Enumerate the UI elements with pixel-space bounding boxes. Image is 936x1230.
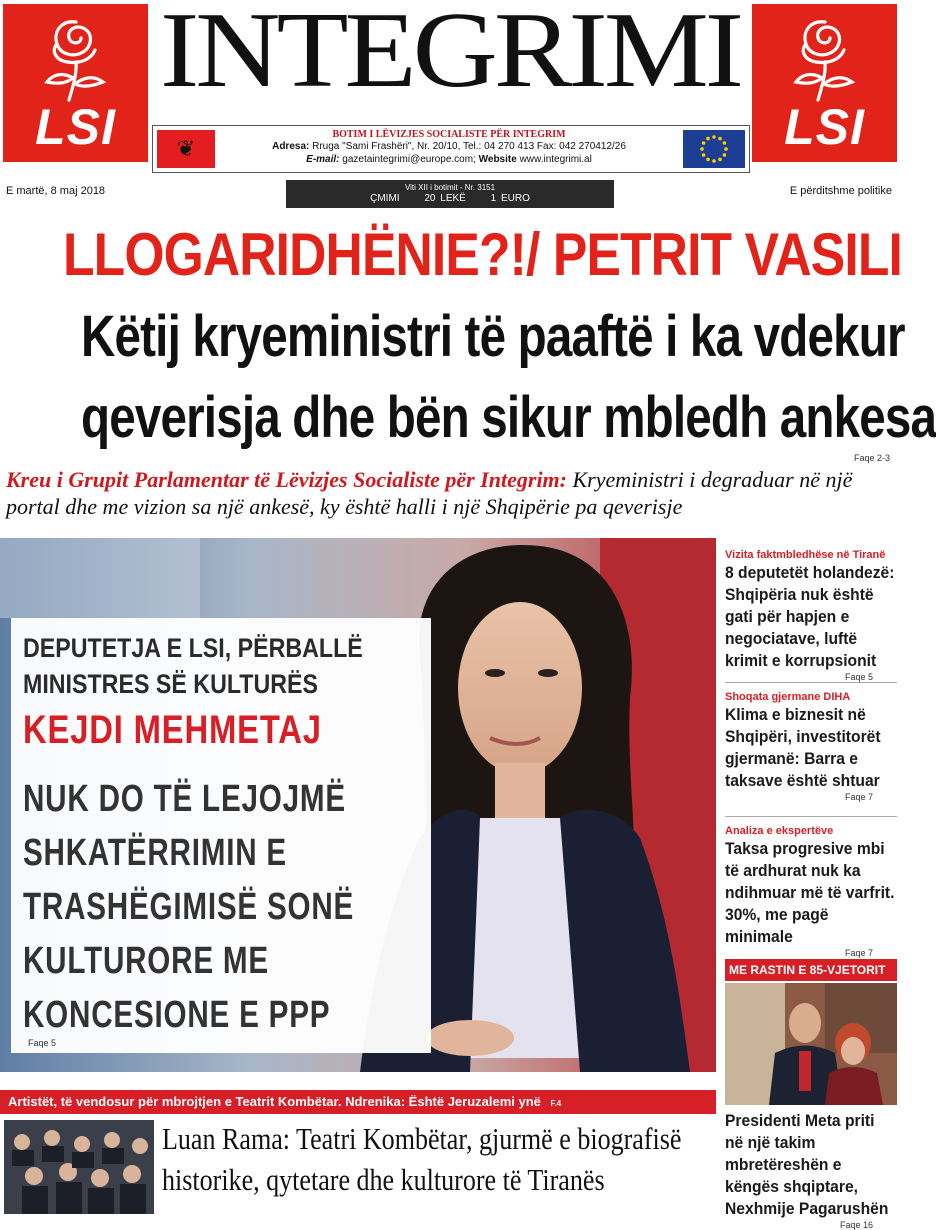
sidebar-story-text[interactable]: 8 deputetët holandezë: Shqipëria nuk është gati për hapjen e negociatave, luftë krimit e korrupsionit	[725, 563, 895, 670]
lsi-logo-right	[752, 4, 897, 162]
logo-text: LSI	[784, 99, 865, 155]
price-label: ÇMIMI	[370, 193, 400, 204]
feature-quote[interactable]: NUK DO TË LEJOJMË SHKATËRRIMIN E TRASHËGIMISË SONË KULTURORE ME KONCESIONE E PPP	[23, 778, 355, 1036]
lead-deck-source: Kreu i Grupit Parlamentar të Lëvizjes Socialiste për Integrim:	[6, 467, 567, 492]
sidebar-story-2[interactable]	[725, 690, 895, 802]
eu-flag-icon	[683, 130, 745, 168]
publication-type: E përditshme politike	[789, 185, 892, 197]
bottom-teaser-bar[interactable]	[0, 1090, 716, 1114]
lead-kicker[interactable]: LLOGARIDHËNIE?!/ PETRIT VASILI	[63, 221, 902, 288]
sidebar-story-page: Faqe 5	[844, 672, 873, 682]
feature-page-ref: Faqe 5	[28, 1038, 57, 1048]
website-label: Website	[478, 154, 517, 165]
sidebar-story-label: Shoqata gjermane DIHA	[725, 691, 851, 703]
bottom-headline-line-2: historike, qytetare dhe kulturore të Tiranës	[162, 1162, 605, 1197]
email[interactable]: gazetaintegrimi@europe.com;	[342, 154, 476, 165]
address: Rruga "Sami Frashëri", Nr. 20/10, Tel.: 04 270 413 Fax: 042 270412/26	[312, 141, 626, 152]
email-label: E-mail:	[306, 154, 340, 165]
lead-headline-line-1[interactable]: Këtij kryeministri të paaftë i ka vdekur	[81, 304, 905, 369]
theater-audience-photo[interactable]	[4, 1120, 154, 1214]
albanian-flag-icon: ❦	[157, 130, 215, 168]
lead-headline-line-2[interactable]: qeverisja dhe bën sikur mbledh ankesa	[81, 385, 936, 450]
bottom-headline[interactable]	[162, 1118, 682, 1200]
rose-icon	[782, 12, 868, 104]
feature-person-name[interactable]: KEJDI MEHMETAJ	[23, 708, 322, 752]
sidebar-divider	[725, 682, 897, 683]
issue-volume: Viti XII i botimit - Nr. 3151	[404, 183, 496, 192]
price-box	[286, 180, 614, 208]
publisher-info-box	[152, 125, 750, 173]
lsi-logo-left	[3, 4, 148, 162]
sidebar-story-text[interactable]: Taksa progresive mbi të ardhurat nuk ka ndihmuar më të varfrit. 30%, me pagë minimale	[725, 839, 895, 946]
address-label: Adresa:	[272, 141, 310, 152]
logo-text: LSI	[35, 99, 116, 155]
sidebar-story-3[interactable]	[725, 824, 895, 958]
bottom-headline-line-1: Luan Rama: Teatri Kombëtar, gjurmë e biografisë	[162, 1121, 682, 1156]
anniversary-story-text[interactable]: Presidenti Meta priti në një takim mbretëreshën e këngës shqiptare, Nexhmije Pagarushën	[725, 1111, 889, 1218]
sidebar-story-label: Vizita faktmbledhëse në Tiranë	[725, 549, 886, 561]
anniversary-banner: ME RASTIN E 85-VJETORIT	[725, 959, 897, 981]
newspaper-title: INTEGRIMI	[159, 0, 741, 111]
website[interactable]: www.integrimi.al	[519, 154, 592, 165]
price-euro: 1 EURO	[490, 193, 530, 204]
lead-deck-text: Kryeministri i degraduar në një portal dhe me vizion sa një ankesë, ky është halli i një Shqipërie pa qeverisje	[6, 467, 853, 519]
bottom-teaser-text: Artistët, të vendosur për mbrojtjen e Teatrit Kombëtar. Ndrenika: Është Jeruzalemi ynë	[8, 1094, 541, 1109]
anniversary-story[interactable]	[725, 1110, 895, 1230]
sidebar-story-page: Faqe 7	[844, 948, 873, 958]
sidebar-divider	[725, 816, 897, 817]
price-lek: 20 LEKË	[424, 193, 466, 204]
sidebar-story-label: Analiza e ekspertëve	[725, 825, 834, 837]
rose-icon	[33, 12, 119, 104]
anniversary-page-ref: Faqe 16	[839, 1220, 873, 1230]
bottom-teaser-page-ref: F.4	[550, 1099, 562, 1108]
lead-deck	[6, 466, 896, 520]
feature-intro: DEPUTETJA E LSI, PËRBALLË MINISTRES SË KULTURËS	[23, 633, 363, 699]
publisher-info	[219, 129, 679, 166]
sidebar-story-page: Faqe 7	[844, 792, 873, 802]
sidebar-story-text[interactable]: Klima e biznesit në Shqipëri, investitorët gjermanë: Barra e taksave është shtuar	[725, 705, 881, 790]
sidebar-story-1[interactable]	[725, 548, 895, 682]
anniversary-photo[interactable]	[725, 983, 897, 1105]
issue-date: E martë, 8 maj 2018	[6, 185, 106, 197]
lead-page-ref: Faqe 2-3	[853, 453, 890, 463]
publisher-organization: BOTIM I LËVIZJES SOCIALISTE PËR INTEGRIM	[332, 129, 566, 140]
